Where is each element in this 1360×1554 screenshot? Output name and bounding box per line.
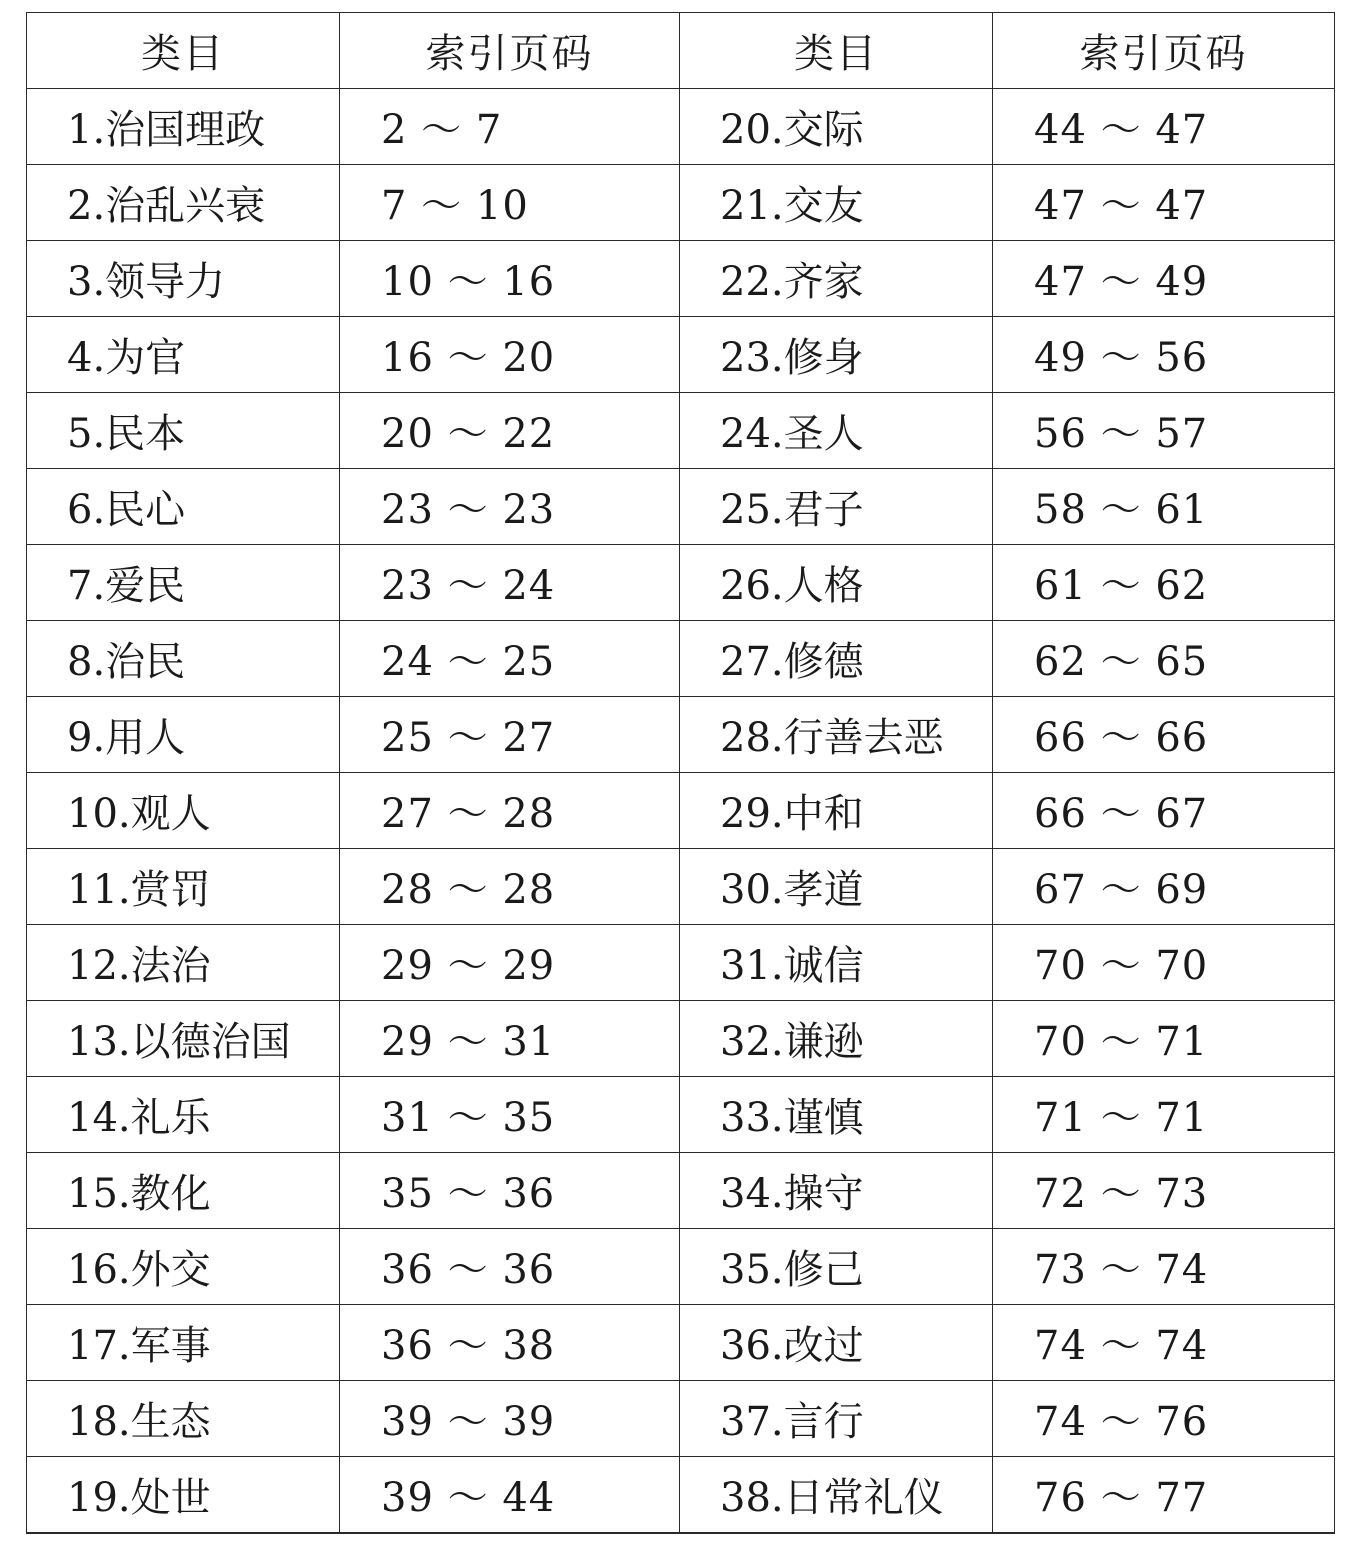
table-row [27, 1001, 1335, 1077]
pages-cell-right: 62 ～ 65 [993, 621, 1335, 697]
table-row [27, 1229, 1335, 1305]
category-cell-left: 19.处世 [27, 1457, 340, 1533]
pages-cell-left: 23 ～ 23 [340, 469, 680, 545]
pages-cell-right: 67 ～ 69 [993, 849, 1335, 925]
pages-cell-left: 39 ～ 39 [340, 1381, 680, 1457]
category-cell-left: 12.法治 [27, 925, 340, 1001]
pages-cell-left: 24 ～ 25 [340, 621, 680, 697]
category-cell-right: 27.修德 [680, 621, 993, 697]
table-row [27, 469, 1335, 545]
category-cell-left: 5.民本 [27, 393, 340, 469]
category-cell-right: 30.孝道 [680, 849, 993, 925]
table-row [27, 1305, 1335, 1381]
category-cell-right: 37.言行 [680, 1381, 993, 1457]
category-cell-left: 17.军事 [27, 1305, 340, 1381]
category-cell-right: 29.中和 [680, 773, 993, 849]
category-cell-right: 20.交际 [680, 89, 993, 165]
pages-cell-left: 35 ～ 36 [340, 1153, 680, 1229]
category-cell-right: 31.诚信 [680, 925, 993, 1001]
index-table [26, 12, 1335, 1534]
category-cell-left: 3.领导力 [27, 241, 340, 317]
category-cell-left: 6.民心 [27, 469, 340, 545]
table-row [27, 1077, 1335, 1153]
category-cell-left: 1.治国理政 [27, 89, 340, 165]
category-cell-left: 4.为官 [27, 317, 340, 393]
pages-cell-right: 74 ～ 76 [993, 1381, 1335, 1457]
table-row [27, 1457, 1335, 1533]
category-cell-right: 34.操守 [680, 1153, 993, 1229]
header-pages-right: 索引页码 [993, 13, 1335, 89]
header-category-right: 类目 [680, 13, 993, 89]
category-cell-left: 8.治民 [27, 621, 340, 697]
category-cell-right: 25.君子 [680, 469, 993, 545]
pages-cell-left: 25 ～ 27 [340, 697, 680, 773]
pages-cell-left: 16 ～ 20 [340, 317, 680, 393]
category-cell-right: 23.修身 [680, 317, 993, 393]
pages-cell-right: 47 ～ 49 [993, 241, 1335, 317]
pages-cell-right: 47 ～ 47 [993, 165, 1335, 241]
pages-cell-right: 44 ～ 47 [993, 89, 1335, 165]
table-row [27, 621, 1335, 697]
table-row [27, 89, 1335, 165]
header-pages-left: 索引页码 [340, 13, 680, 89]
category-cell-right: 36.改过 [680, 1305, 993, 1381]
pages-cell-right: 76 ～ 77 [993, 1457, 1335, 1533]
table-row [27, 165, 1335, 241]
header-row [27, 13, 1335, 89]
pages-cell-right: 70 ～ 70 [993, 925, 1335, 1001]
pages-cell-right: 56 ～ 57 [993, 393, 1335, 469]
pages-cell-right: 66 ～ 67 [993, 773, 1335, 849]
pages-cell-left: 29 ～ 29 [340, 925, 680, 1001]
pages-cell-left: 10 ～ 16 [340, 241, 680, 317]
table-row [27, 545, 1335, 621]
category-cell-right: 28.行善去恶 [680, 697, 993, 773]
table-row [27, 697, 1335, 773]
category-cell-right: 32.谦逊 [680, 1001, 993, 1077]
pages-cell-left: 29 ～ 31 [340, 1001, 680, 1077]
table-row [27, 317, 1335, 393]
category-cell-right: 33.谨慎 [680, 1077, 993, 1153]
category-cell-right: 26.人格 [680, 545, 993, 621]
table-row [27, 849, 1335, 925]
pages-cell-right: 49 ～ 56 [993, 317, 1335, 393]
category-cell-right: 22.齐家 [680, 241, 993, 317]
category-cell-left: 11.赏罚 [27, 849, 340, 925]
category-cell-right: 35.修己 [680, 1229, 993, 1305]
pages-cell-right: 73 ～ 74 [993, 1229, 1335, 1305]
pages-cell-right: 72 ～ 73 [993, 1153, 1335, 1229]
category-cell-left: 18.生态 [27, 1381, 340, 1457]
category-cell-left: 13.以德治国 [27, 1001, 340, 1077]
pages-cell-left: 20 ～ 22 [340, 393, 680, 469]
category-cell-left: 7.爱民 [27, 545, 340, 621]
table-row [27, 773, 1335, 849]
pages-cell-right: 61 ～ 62 [993, 545, 1335, 621]
category-cell-right: 38.日常礼仪 [680, 1457, 993, 1533]
pages-cell-left: 36 ～ 38 [340, 1305, 680, 1381]
table-row [27, 393, 1335, 469]
pages-cell-right: 71 ～ 71 [993, 1077, 1335, 1153]
category-cell-right: 24.圣人 [680, 393, 993, 469]
pages-cell-right: 70 ～ 71 [993, 1001, 1335, 1077]
category-cell-left: 10.观人 [27, 773, 340, 849]
pages-cell-left: 28 ～ 28 [340, 849, 680, 925]
category-cell-left: 16.外交 [27, 1229, 340, 1305]
table-row [27, 925, 1335, 1001]
category-cell-left: 9.用人 [27, 697, 340, 773]
pages-cell-left: 2 ～ 7 [340, 89, 680, 165]
pages-cell-left: 27 ～ 28 [340, 773, 680, 849]
category-cell-left: 2.治乱兴衰 [27, 165, 340, 241]
pages-cell-left: 23 ～ 24 [340, 545, 680, 621]
header-category-left: 类目 [27, 13, 340, 89]
category-cell-right: 21.交友 [680, 165, 993, 241]
pages-cell-left: 36 ～ 36 [340, 1229, 680, 1305]
pages-cell-right: 66 ～ 66 [993, 697, 1335, 773]
table-row [27, 1381, 1335, 1457]
pages-cell-left: 39 ～ 44 [340, 1457, 680, 1533]
table-row [27, 1153, 1335, 1229]
pages-cell-left: 31 ～ 35 [340, 1077, 680, 1153]
table-row [27, 241, 1335, 317]
pages-cell-right: 74 ～ 74 [993, 1305, 1335, 1381]
pages-cell-left: 7 ～ 10 [340, 165, 680, 241]
category-cell-left: 14.礼乐 [27, 1077, 340, 1153]
pages-cell-right: 58 ～ 61 [993, 469, 1335, 545]
category-cell-left: 15.教化 [27, 1153, 340, 1229]
